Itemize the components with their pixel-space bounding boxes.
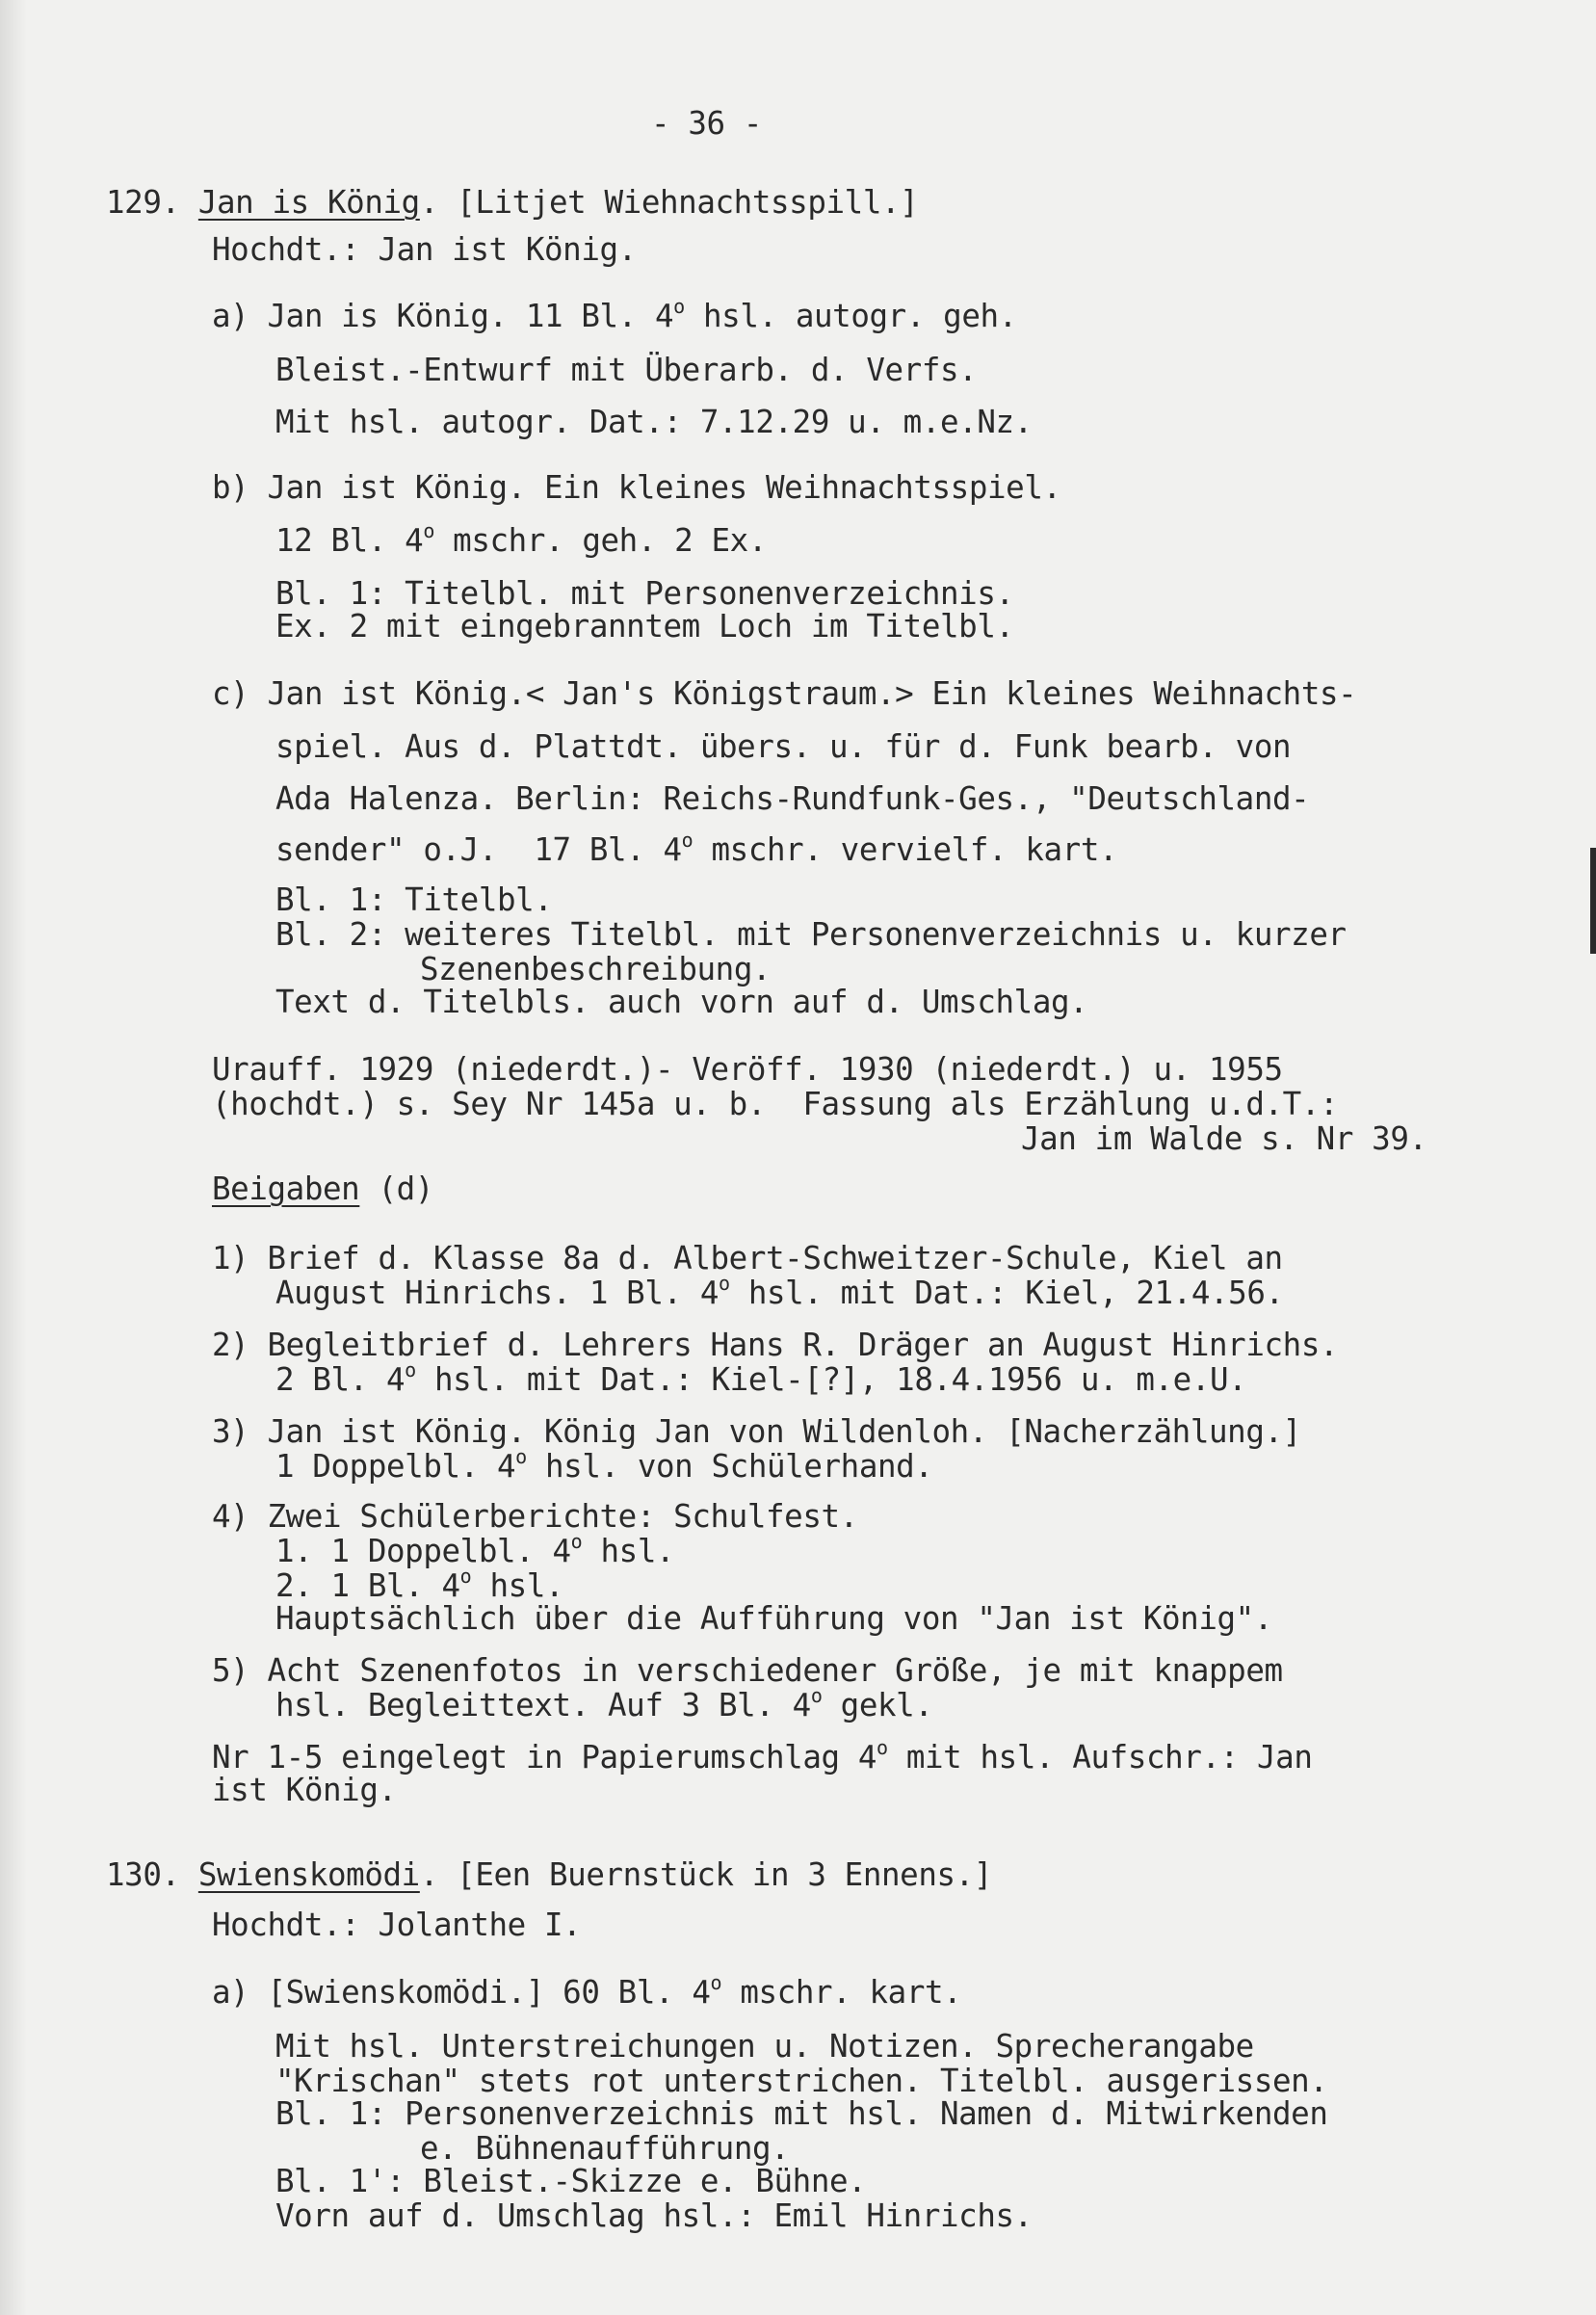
- item-c-line-6: Bl. 2: weiteres Titelbl. mit Personenverzeichnis u. kurzer: [275, 916, 1347, 953]
- item-a-line-1: a) Jan is König. 11 Bl. 4$^o$ hsl. autogr. geh.: [212, 295, 1017, 334]
- beigabe-4-line-3: 2. 1 Bl. 4$^o$ hsl.: [275, 1565, 564, 1604]
- beigabe-1-line-1: 1) Brief d. Klasse 8a d. Albert-Schweitzer-Schule, Kiel an: [212, 1240, 1283, 1276]
- urauff-line-2: (hochdt.) s. Sey Nr 145a u. b. Fassung als Erzählung u.d.T.:: [212, 1086, 1339, 1122]
- entry-title: Jan is König: [197, 184, 420, 221]
- beigabe-3-line-1: 3) Jan ist König. König Jan von Wildenloh. [Nacherzählung.]: [212, 1413, 1301, 1450]
- page-binding-shadow: [0, 0, 27, 2315]
- item-b-line-3: Bl. 1: Titelbl. mit Personenverzeichnis.: [275, 575, 1014, 612]
- beigabe-3-line-2: 1 Doppelbl. 4$^o$ hsl. von Schülerhand.: [275, 1445, 933, 1485]
- item-b-line-1: b) Jan ist König. Ein kleines Weihnachtsspiel.: [212, 469, 1061, 506]
- entry-subtitle: . [Litjet Wiehnachtsspill.]: [419, 184, 919, 221]
- page-number: - 36 -: [651, 105, 762, 142]
- urauff-line-1: Urauff. 1929 (niederdt.)- Veröff. 1930 (niederdt.) u. 1955: [212, 1051, 1283, 1088]
- beigabe-4-line-2: 1. 1 Doppelbl. 4$^o$ hsl.: [275, 1530, 675, 1569]
- urauff-line-3: Jan im Walde s. Nr 39.: [1021, 1120, 1427, 1157]
- beigabe-5-line-1: 5) Acht Szenenfotos in verschiedener Größe, je mit knappem: [212, 1652, 1283, 1689]
- item-a-line-3: "Krischan" stets rot unterstrichen. Titelbl. ausgerissen.: [275, 2063, 1328, 2099]
- beigabe-5-line-2: hsl. Begleittext. Auf 3 Bl. 4$^o$ gekl.: [275, 1684, 933, 1723]
- item-c-line-1: c) Jan ist König.< Jan's Königstraum.> Ein kleines Weihnachts-: [212, 675, 1357, 712]
- entry-number: 130.: [106, 1856, 180, 1893]
- item-c-line-2: spiel. Aus d. Plattdt. übers. u. für d. Funk bearb. von: [275, 728, 1292, 765]
- item-c-line-5: Bl. 1: Titelbl.: [275, 881, 553, 918]
- entry-129: [106, 184, 919, 221]
- item-a-line-2: Bleist.-Entwurf mit Überarb. d. Verfs.: [275, 352, 978, 388]
- beigaben-note-line-1: Nr 1-5 eingelegt in Papierumschlag 4$^o$ mit hsl. Aufschr.: Jan: [212, 1736, 1313, 1776]
- item-a-line-7: Vorn auf d. Umschlag hsl.: Emil Hinrichs.: [275, 2197, 1033, 2234]
- item-c-line-3: Ada Halenza. Berlin: Reichs-Rundfunk-Ges., "Deutschland-: [275, 780, 1310, 817]
- page-edge-mark: [1590, 848, 1596, 954]
- entry-130: [106, 1856, 993, 1893]
- beigabe-2-line-1: 2) Begleitbrief d. Lehrers Hans R. Dräger an August Hinrichs.: [212, 1327, 1339, 1363]
- entry-hochdt: Hochdt.: Jan ist König.: [212, 231, 637, 268]
- entry-number: 129.: [106, 184, 180, 221]
- beigabe-2-line-2: 2 Bl. 4$^o$ hsl. mit Dat.: Kiel-[?], 18.4.1956 u. m.e.U.: [275, 1358, 1247, 1398]
- item-c-line-4: sender" o.J. 17 Bl. 4$^o$ mschr. vervielf. kart.: [275, 829, 1118, 868]
- item-a-line-6: Bl. 1': Bleist.-Skizze e. Bühne.: [275, 2163, 867, 2199]
- entry-title: Swienskomödi: [197, 1856, 420, 1893]
- item-a-line-2: Mit hsl. Unterstreichungen u. Notizen. Sprecherangabe: [275, 2028, 1254, 2065]
- beigaben-note-line-2: ist König.: [212, 1772, 397, 1808]
- beigabe-4-line-1: 4) Zwei Schülerberichte: Schulfest.: [212, 1498, 858, 1535]
- item-a-line-5: e. Bühnenaufführung.: [420, 2130, 790, 2167]
- item-c-line-7: Szenenbeschreibung.: [420, 951, 772, 987]
- beigaben-heading: Beigaben (d): [212, 1171, 434, 1207]
- beigabe-1-line-2: August Hinrichs. 1 Bl. 4$^o$ hsl. mit Dat.: Kiel, 21.4.56.: [275, 1272, 1284, 1311]
- entry-hochdt: Hochdt.: Jolanthe I.: [212, 1907, 582, 1943]
- item-a-line-4: Bl. 1: Personenverzeichnis mit hsl. Namen d. Mitwirkenden: [275, 2095, 1328, 2132]
- beigabe-4-line-4: Hauptsächlich über die Aufführung von "Jan ist König".: [275, 1600, 1272, 1637]
- item-c-line-8: Text d. Titelbls. auch vorn auf d. Umschlag.: [275, 984, 1088, 1020]
- item-a-line-1: a) [Swienskomödi.] 60 Bl. 4$^o$ mschr. kart.: [212, 1971, 962, 2011]
- item-b-line-2: 12 Bl. 4$^o$ mschr. geh. 2 Ex.: [275, 519, 767, 559]
- item-b-line-4: Ex. 2 mit eingebranntem Loch im Titelbl.: [275, 608, 1014, 645]
- item-a-line-3: Mit hsl. autogr. Dat.: 7.12.29 u. m.e.Nz.: [275, 404, 1033, 440]
- entry-subtitle: . [Een Buernstück in 3 Ennens.]: [419, 1856, 993, 1893]
